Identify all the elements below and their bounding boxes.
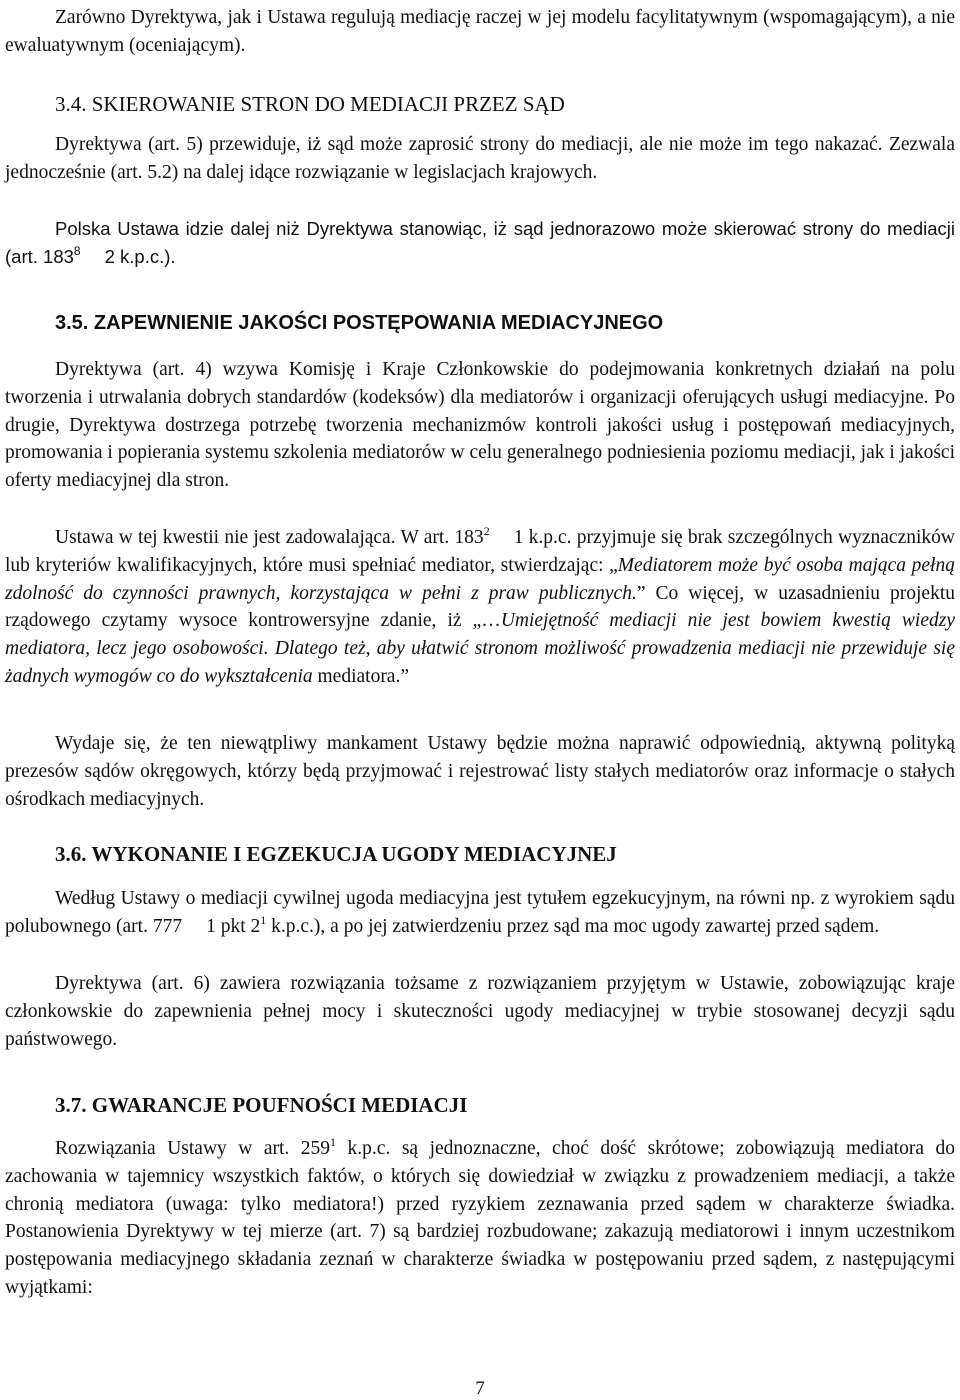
section-3-6-heading: 3.6. WYKONANIE I EGZEKUCJA UGODY MEDIACYJNEJ	[55, 842, 617, 866]
section-3-5-paragraph-2: Ustawa w tej kwestii nie jest zadowalająca. W art. $183^2$ 1 k.p.c. przyjmuje się brak szczególnych wyznaczników lub kryteriów kwalifikacyjnych, które musi spełniać mediator, stwierdzając: „Mediatorem może być osoba mająca pełną zdolność do czynności prawnych, korzystająca w pełni z praw publicznych.” Co więcej, w uzasadnieniu projektu rządowego czytamy wysoce kontrowersyjne zdanie, iż „…Umiejętność mediacji nie jest bowiem kwestią wiedzy mediatora, lecz jego osobowości. Dlatego też, aby ułatwić stronom możliwość prowadzenia mediacji nie przewiduje się żadnych wymogów co do wykształcenia mediatora.”	[5, 524, 956, 687]
superscript: 8	[73, 243, 81, 258]
section-3-4-paragraph-2: Polska Ustawa idzie dalej niż Dyrektywa stanowiąc, iż sąd jednorazowo może skierować strony do mediacji (art. $183^8$ 2 k.p.c.).	[5, 218, 955, 267]
section-3-6-paragraph-2: Dyrektywa (art. 6) zawiera rozwiązania tożsame z rozwiązaniem przyjętym w Ustawie, zobowiązując kraje członkowskie do zapewnienia pełnej mocy i skuteczności ugody mediacyjnej w trybie stosowanej decyzji sądu państwowego.	[5, 973, 955, 1050]
superscript: 1	[260, 912, 267, 927]
section-3-4-paragraph-1: Dyrektywa (art. 5) przewiduje, iż sąd może zaprosić strony do mediacji, ale nie może im tego nakazać. Zezwala jednocześnie (art. 5.2) na dalej idące rozwiązanie w legislacjach krajowych.	[5, 134, 955, 183]
superscript: 1	[330, 1135, 337, 1149]
section-3-4-heading: 3.4. SKIEROWANIE STRON DO MEDIACJI PRZEZ SĄD	[55, 92, 565, 116]
section-3-6-paragraph-1: Według Ustawy o mediacji cywilnej ugoda mediacyjna jest tytułem egzekucyjnym, na równi np. z wyrokiem sądu polubownego (art. 777 1 pkt $2^1$ k.p.c.), a po jej zatwierdzeniu przez sąd ma moc ugody zawartej przed sądem.	[5, 888, 955, 937]
intro-paragraph: Zarówno Dyrektywa, jak i Ustawa regulują mediację raczej w jej modelu facylitatywnym (wspomagającym), a nie ewaluatywnym (oceniającym).	[5, 7, 955, 56]
quote-italic: Mediatorem może być osoba mająca pełną zdolność do czynności prawnych, korzystająca w pełni z praw publicznych.	[5, 554, 955, 604]
section-3-7-heading: 3.7. GWARANCJE POUFNOŚCI MEDIACJI	[55, 1093, 468, 1117]
superscript: 2	[483, 524, 490, 538]
section-3-5-paragraph-3: Wydaje się, że ten niewątpliwy mankament Ustawy będzie można naprawić odpowiednią, aktywną polityką prezesów sądów okręgowych, którzy będą przyjmować i rejestrować listy stałych mediatorów oraz informacje o stałych ośrodkach mediacyjnych.	[5, 733, 955, 810]
section-3-7-paragraph-1: Rozwiązania Ustawy w art. $259^1$ k.p.c. są jednoznaczne, choć dość skrótowe; zobowiązują mediatora do zachowania w tajemnicy wszystkich faktów, o których się dowiedział w związku z prowadzeniem mediacji, a także chronią mediatora (uwaga: tylko mediatora!) przed ryzykiem zeznawania przed sądem w charakterze świadka. Postanowienia Dyrektywy w tej mierze (art. 7) są bardziej rozbudowane; zakazują mediatorowi i innym uczestnikom postępowania mediacyjnego składania zeznań w charakterze świadka w postępowaniu przed sądem, z następującymi wyjątkami:	[5, 1135, 955, 1298]
section-3-5-heading: 3.5. ZAPEWNIENIE JAKOŚCI POSTĘPOWANIA MEDIACYJNEGO	[55, 312, 664, 334]
quote-italic: Umiejętność mediacji nie jest bowiem kwestią wiedzy mediatora, lecz jego osobowości. Dlatego też, aby ułatwić stronom możliwość prowadzenia mediacji nie przewiduje się żadnych wymogów co do wykształcenia	[5, 610, 955, 687]
page-number: 7	[475, 1378, 485, 1399]
section-3-5-paragraph-1: Dyrektywa (art. 4) wzywa Komisję i Kraje Członkowskie do podejmowania konkretnych działań na polu tworzenia i utrwalania dobrych standardów (kodeksów) dla mediatorów i organizacji oferujących usługi mediacyjne. Po drugie, Dyrektywa dostrzega potrzebę tworzenia mechanizmów kontroli jakości usług i postępowań mediacyjnych, promowania i popierania systemu szkolenia mediatorów w celu generalnego podniesienia poziomu mediacji, jak i jakości oferty mediacyjnej dla stron.	[5, 359, 955, 492]
